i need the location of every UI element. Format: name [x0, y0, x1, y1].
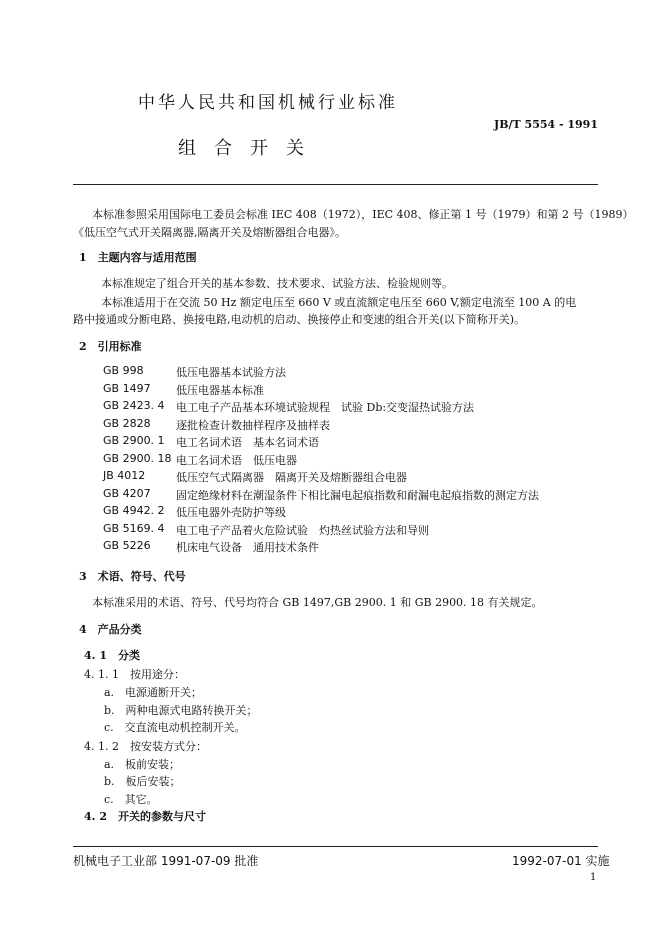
reference-title: 电工电子产品基本环境试验规程 试验 Db:交变湿热试验方法 [176, 401, 475, 414]
reference-title: 电工电子产品着火危险试验 灼热丝试验方法和导则 [176, 524, 429, 537]
org-title: 中华人民共和国机械行业标准 [138, 93, 398, 113]
section-4-heading: 4 产品分类 [79, 623, 142, 636]
list-item: b. 两种电源式电路转换开关； [104, 704, 258, 717]
reference-code: GB 4207 [103, 487, 151, 500]
reference-title: 固定绝缘材料在潮湿条件下相比漏电起痕指数和耐漏电起痕指数的测定方法 [176, 489, 539, 502]
section-1-paragraph-2-line-2: 路中接通或分断电路、换接电路,电动机的启动、换接停止和变速的组合开关(以下简称开关)。 [73, 313, 526, 326]
section-3-heading: 3 术语、符号、代号 [79, 570, 186, 583]
reference-title: 低压电器基本标准 [176, 384, 264, 397]
list-item: c. 交直流电动机控制开关。 [104, 721, 246, 734]
standard-number: JB/T 5554 - 1991 [494, 118, 598, 131]
list-item: b. 板后安装； [104, 775, 181, 788]
footer-rule [73, 846, 598, 847]
list-item: a. 电源通断开关； [104, 686, 203, 699]
list-item: a. 板前安装； [104, 758, 181, 771]
section-4-2-heading: 4. 2 开关的参数与尺寸 [84, 810, 206, 823]
reference-title: 低压电器外壳防护等级 [176, 506, 286, 519]
section-4-1-heading: 4. 1 分类 [84, 649, 140, 662]
reference-title: 电工名词术语 低压电器 [176, 454, 297, 467]
approval-line: 机械电子工业部 1991-07-09 批准 [73, 854, 259, 868]
section-4-1-1-heading: 4. 1. 1 按用途分： [84, 668, 185, 681]
reference-title: 低压电器基本试验方法 [176, 366, 286, 379]
reference-code: GB 2828 [103, 417, 151, 430]
section-4-1-2-heading: 4. 1. 2 按安装方式分： [84, 740, 207, 753]
reference-code: GB 5169. 4 [103, 522, 165, 535]
reference-code: GB 4942. 2 [103, 504, 165, 517]
intro-line-2: 《低压空气式开关隔离器,隔离开关及熔断器组合电器》。 [73, 226, 346, 239]
section-1-paragraph-2-line-1: 本标准适用于在交流 50 Hz 额定电压至 660 V 或直流额定电压至 660 V,额定电流至 100 A 的电 [101, 296, 577, 309]
document-title: 组 合 开 关 [178, 138, 304, 159]
section-1-paragraph-1: 本标准规定了组合开关的基本参数、技术要求、试验方法、检验规则等。 [101, 277, 453, 290]
implementation-line: 1992-07-01 实施 [512, 854, 610, 868]
section-2-heading: 2 引用标准 [79, 340, 142, 353]
reference-title: 电工名词术语 基本名词术语 [176, 436, 319, 449]
reference-code: GB 5226 [103, 539, 151, 552]
section-1-heading: 1 主题内容与适用范围 [79, 251, 197, 264]
section-3-paragraph: 本标准采用的术语、符号、代号均符合 GB 1497,GB 2900. 1 和 GB 2900. 18 有关规定。 [92, 596, 543, 609]
reference-title: 机床电气设备 通用技术条件 [176, 541, 319, 554]
reference-title: 低压空气式隔离器 隔离开关及熔断器组合电器 [176, 471, 407, 484]
reference-code: GB 1497 [103, 382, 151, 395]
intro-line-1: 本标准参照采用国际电工委员会标准 IEC 408（1972），IEC 408、修正第 1 号（1979）和第 2 号（1989） [92, 208, 634, 221]
reference-code: GB 2900. 1 [103, 434, 165, 447]
reference-code: GB 2900. 18 [103, 452, 172, 465]
reference-code: GB 998 [103, 364, 144, 377]
reference-title: 逐批检查计数抽样程序及抽样表 [176, 419, 330, 432]
list-item: c. 其它。 [104, 793, 158, 806]
header-rule [73, 184, 598, 185]
reference-code: JB 4012 [103, 469, 146, 482]
page-number: 1 [590, 872, 597, 883]
reference-code: GB 2423. 4 [103, 399, 165, 412]
